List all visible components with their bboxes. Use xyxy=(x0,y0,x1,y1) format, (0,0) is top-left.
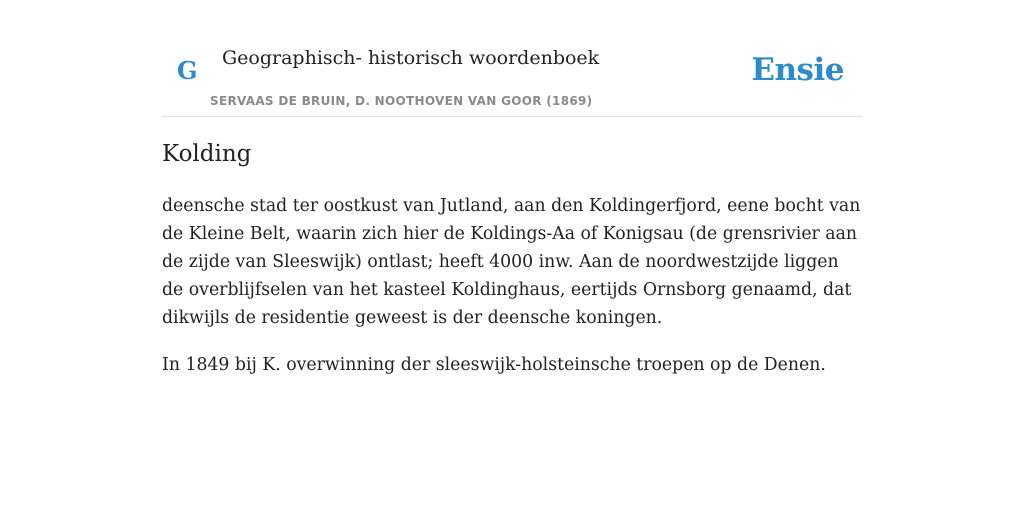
book-title-link[interactable]: Geographisch- historisch woordenboek xyxy=(222,47,600,69)
entry-paragraph: In 1849 bij K. overwinning der sleeswijk-holsteinsche troepen op de Denen. xyxy=(162,355,826,375)
entry-title: Kolding xyxy=(162,141,252,167)
book-header xyxy=(162,0,862,117)
book-authors: SERVAAS DE BRUIN, D. NOOTHOVEN VAN GOOR (1869) xyxy=(210,94,593,108)
ensie-logo-link[interactable]: Ensie xyxy=(751,52,844,88)
book-letter-link[interactable]: G xyxy=(177,56,198,85)
entry-body xyxy=(162,192,862,398)
entry-paragraph: deensche stad ter oostkust van Jutland, aan den Koldingerfjord, eene bocht van de Kleine Belt, waarin zich hier de Koldings-Aa of Konigsau (de grensrivier aan de zijde van Sleeswijk) ontlast; heeft 4000 inw. Aan de noordwestzijde liggen de overblijfselen van het kasteel Koldinghaus, eertijds Ornsborg genaamd, dat dikwijls de residentie geweest is der deensche koningen. xyxy=(162,196,861,328)
